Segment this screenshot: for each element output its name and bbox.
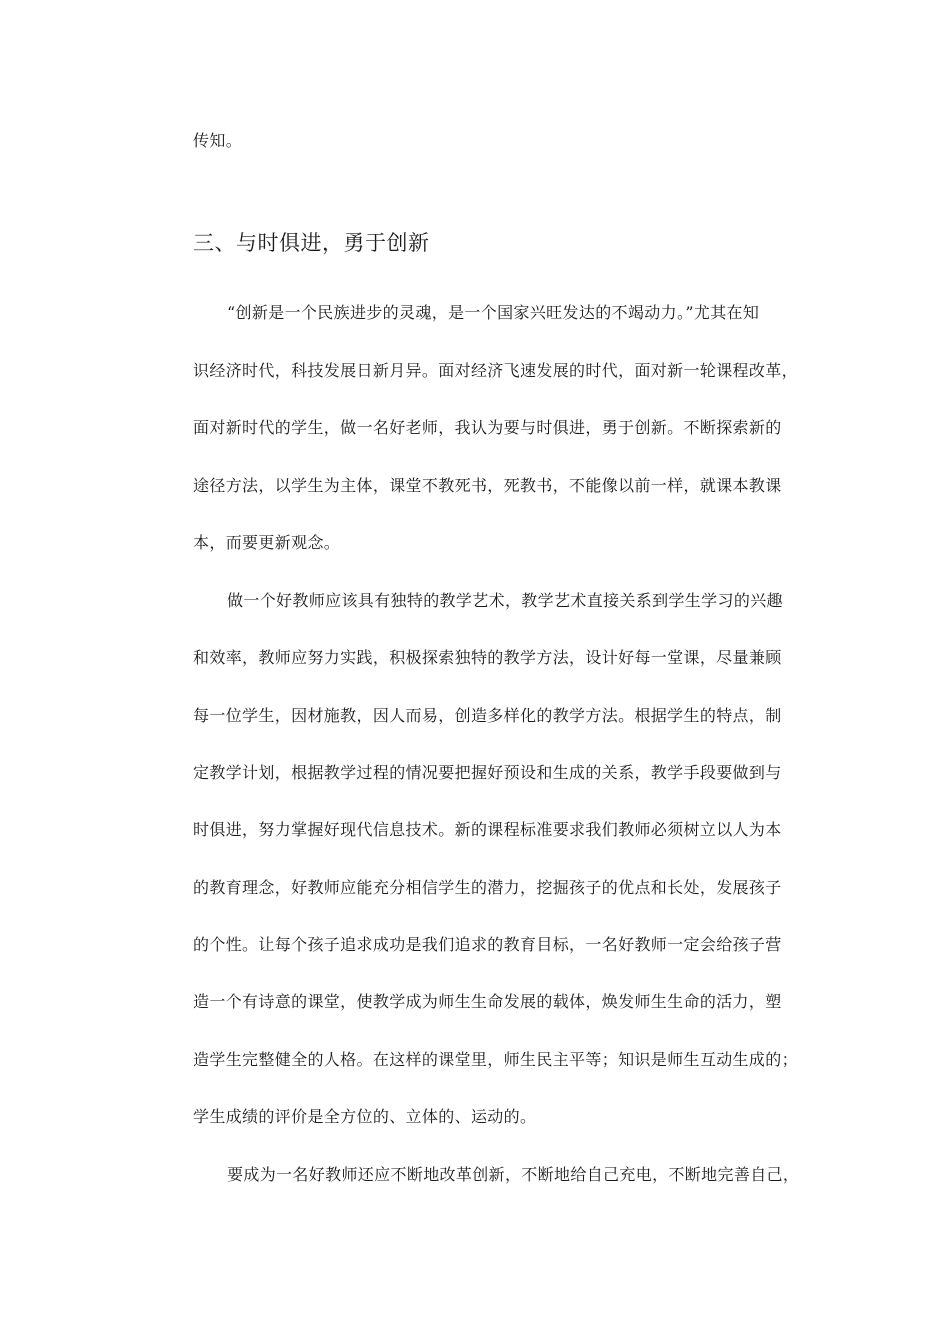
paragraph-line: 的教育理念，好教师应能充分相信学生的潜力，挖掘孩子的优点和长处，发展孩子 [193, 878, 782, 897]
paragraph-line: 识经济时代，科技发展日新月异。面对经济飞速发展的时代，面对新一轮课程改革， [193, 361, 798, 380]
continuation-text: 传知。 [193, 131, 243, 150]
section-heading: 三、与时俱进，勇于创新 [193, 231, 430, 255]
document-page [193, 0, 801, 1344]
paragraph-line: 时俱进，努力掌握好现代信息技术。新的课程标准要求我们教师必须树立以人为本 [193, 820, 782, 839]
paragraph-line: 面对新时代的学生，做一名好老师，我认为要与时俱进，勇于创新。不断探索新的 [193, 418, 782, 437]
paragraph-line: 每一位学生，因材施教，因人而易，创造多样化的教学方法。根据学生的特点，制 [193, 706, 782, 725]
paragraph-line: 做一个好教师应该具有独特的教学艺术，教学艺术直接关系到学生学习的兴趣 [227, 591, 783, 610]
paragraph-line: 学生成绩的评价是全方位的、立体的、运动的。 [193, 1107, 537, 1126]
paragraph-line: 的个性。让每个孩子追求成功是我们追求的教育目标，一名好教师一定会给孩子营 [193, 935, 782, 954]
paragraph-line: 和效率，教师应努力实践，积极探索独特的教学方法，设计好每一堂课，尽量兼顾 [193, 648, 782, 667]
paragraph-line: “创新是一个民族进步的灵魂，是一个国家兴旺发达的不竭动力。”尤其在知 [227, 303, 760, 322]
paragraph-line: 本，而要更新观念。 [193, 533, 341, 552]
paragraph-line: 定教学计划，根据教学过程的情况要把握好预设和生成的关系，教学手段要做到与 [193, 763, 782, 782]
paragraph-line: 途径方法，以学生为主体，课堂不教死书，死教书，不能像以前一样，就课本教课 [193, 476, 782, 495]
paragraph-line: 造学生完整健全的人格。在这样的课堂里，师生民主平等；知识是师生互动生成的； [193, 1050, 798, 1069]
paragraph-line: 造一个有诗意的课堂，使教学成为师生生命发展的载体，焕发师生生命的活力，塑 [193, 992, 782, 1011]
paragraph-line: 要成为一名好教师还应不断地改革创新，不断地给自己充电，不断地完善自己， [227, 1165, 800, 1184]
